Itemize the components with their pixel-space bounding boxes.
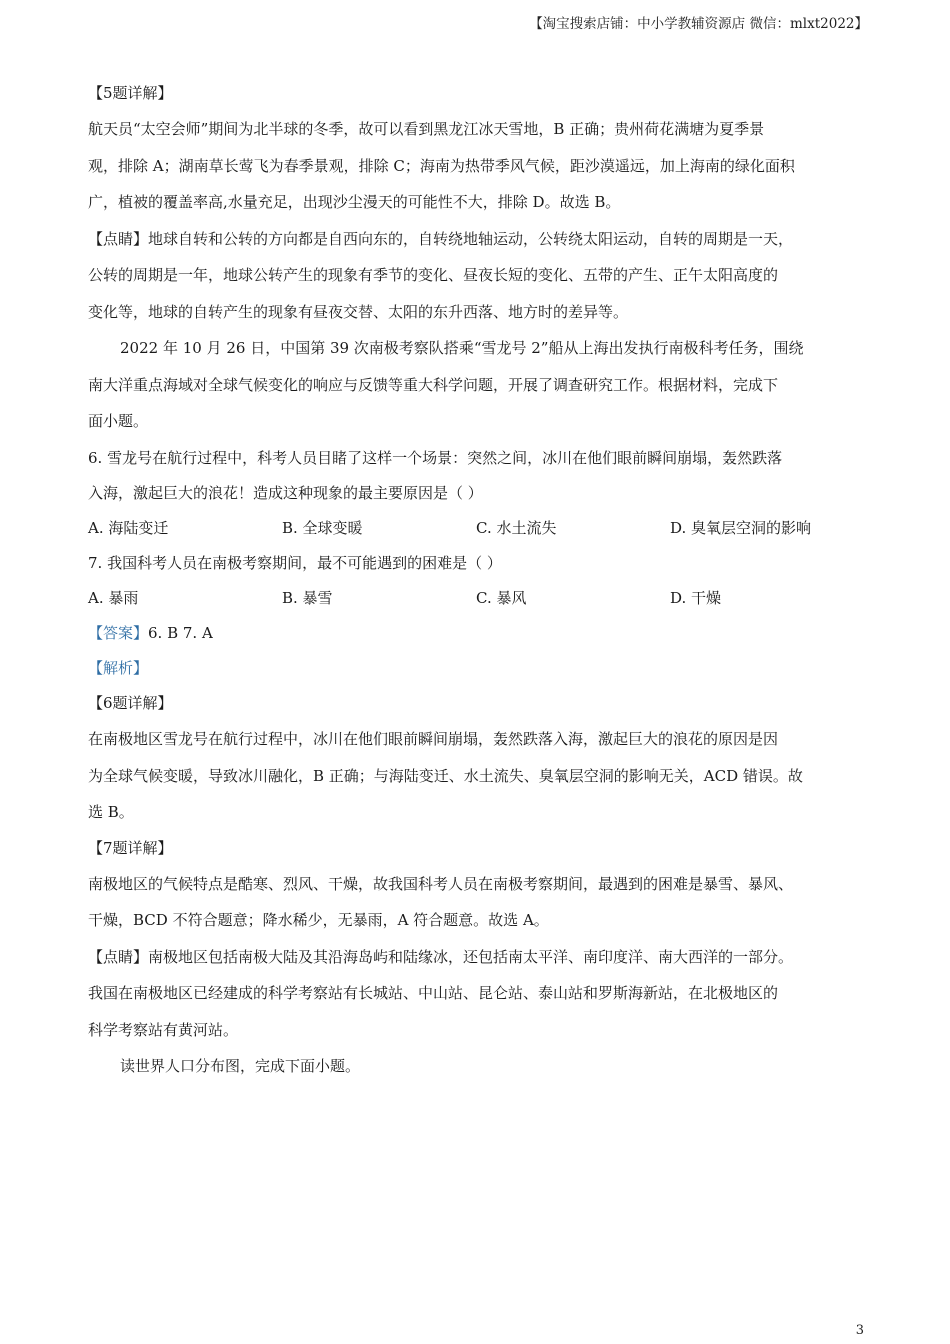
option-c: C. 水土流失 bbox=[476, 519, 557, 537]
q7-detail-line: 南极地区的气候特点是酷寒、烈风、干燥，故我国科考人员在南极考察期间，最遇到的困难是暴雪、暴风、 bbox=[88, 874, 794, 893]
material-line: 面小题。 bbox=[88, 412, 149, 430]
q7-detail-heading: 【7题详解】 bbox=[88, 838, 173, 857]
tip-line: 科学考察站有黄河站。 bbox=[88, 1020, 239, 1039]
question-7-options bbox=[88, 581, 868, 616]
analysis-label: 【解析】 bbox=[88, 659, 149, 677]
analysis-heading bbox=[88, 651, 868, 686]
option-c: C. 暴风 bbox=[476, 589, 527, 607]
q5-detail-line: 观，排除 A；湖南草长莺飞为春季景观，排除 C；海南为热带季风气候，距沙漠遥远，加上海南的绿化面积 bbox=[88, 156, 795, 175]
q5-detail-heading: 【5题详解】 bbox=[88, 84, 173, 102]
tip-line: 我国在南极地区已经建成的科学考察站有长城站、中山站、昆仑站、泰山站和罗斯海新站，在北极地区的 bbox=[88, 984, 779, 1002]
question-6-stem: 6. 雪龙号在航行过程中，科考人员目睹了这样一个场景：突然之间，冰川在他们眼前瞬间崩塌，轰然跌落 bbox=[88, 448, 783, 467]
question-6-options bbox=[88, 511, 868, 546]
q6-detail-line: 选 B。 bbox=[88, 803, 134, 821]
option-a: A. 暴雨 bbox=[88, 589, 139, 607]
page-header: 【淘宝搜索店铺：中小学教辅资源店 微信：mlxt2022】 bbox=[529, 16, 868, 32]
option-a: A. 海陆变迁 bbox=[88, 519, 169, 537]
document-body bbox=[88, 76, 868, 1085]
material-line: 南大洋重点海域对全球气候变化的响应与反馈等重大科学问题，开展了调查研究工作。根据材料，完成下 bbox=[88, 375, 779, 394]
tip-line: 公转的周期是一年，地球公转产生的现象有季节的变化、昼夜长短的变化、五带的产生、正午太阳高度的 bbox=[88, 266, 779, 284]
page-number: 3 bbox=[855, 1323, 864, 1338]
option-d: D. 臭氧层空洞的影响 bbox=[670, 519, 812, 537]
q6-detail-line: 在南极地区雪龙号在航行过程中，冰川在他们眼前瞬间崩塌，轰然跌落入海，激起巨大的浪花的原因是因 bbox=[88, 730, 779, 748]
next-question-intro: 读世界人口分布图，完成下面小题。 bbox=[120, 1057, 361, 1075]
question-7-stem: 7. 我国科考人员在南极考察期间，最不可能遇到的困难是（ ） bbox=[88, 554, 502, 572]
tip-line: 【点睛】地球自转和公转的方向都是自西向东的，自转绕地轴运动，公转绕太阳运动，自转的周期是一天， bbox=[88, 229, 794, 248]
material-line: 2022 年 10 月 26 日，中国第 39 次南极考察队搭乘“雪龙号 2”船从上海出发执行南极科考任务，围绕 bbox=[120, 339, 804, 357]
tip-line: 【点睛】南极地区包括南极大陆及其沿海岛屿和陆缘冰，还包括南太平洋、南印度洋、南大西洋的一部分。 bbox=[88, 947, 794, 966]
q6-detail-line: 为全球气候变暖，导致冰川融化，B 正确；与海陆变迁、水土流失、臭氧层空洞的影响无关，ACD 错误。故 bbox=[88, 766, 803, 785]
q7-detail-line: 干燥，BCD 不符合题意；降水稀少，无暴雨，A 符合题意。故选 A。 bbox=[88, 911, 549, 929]
option-d: D. 干燥 bbox=[670, 589, 722, 607]
question-6-stem: 入海，激起巨大的浪花！造成这种现象的最主要原因是（ ） bbox=[88, 484, 483, 502]
option-b: B. 暴雪 bbox=[282, 589, 333, 607]
q5-detail-line: 航天员“太空会师”期间为北半球的冬季，故可以看到黑龙江冰天雪地，B 正确；贵州荷花满塘为夏季景 bbox=[88, 120, 765, 138]
tip-line: 变化等，地球的自转产生的现象有昼夜交替、太阳的东升西落、地方时的差异等。 bbox=[88, 302, 629, 321]
answer-label: 【答案】 bbox=[88, 624, 149, 642]
answer-line bbox=[88, 616, 868, 651]
q5-detail-line: 广，植被的覆盖率高,水量充足，出现沙尘漫天的可能性不大，排除 D。故选 B。 bbox=[88, 193, 621, 211]
q6-detail-heading: 【6题详解】 bbox=[88, 694, 173, 712]
answer-text: 6. B 7. A bbox=[148, 624, 213, 642]
option-b: B. 全球变暖 bbox=[282, 519, 363, 537]
